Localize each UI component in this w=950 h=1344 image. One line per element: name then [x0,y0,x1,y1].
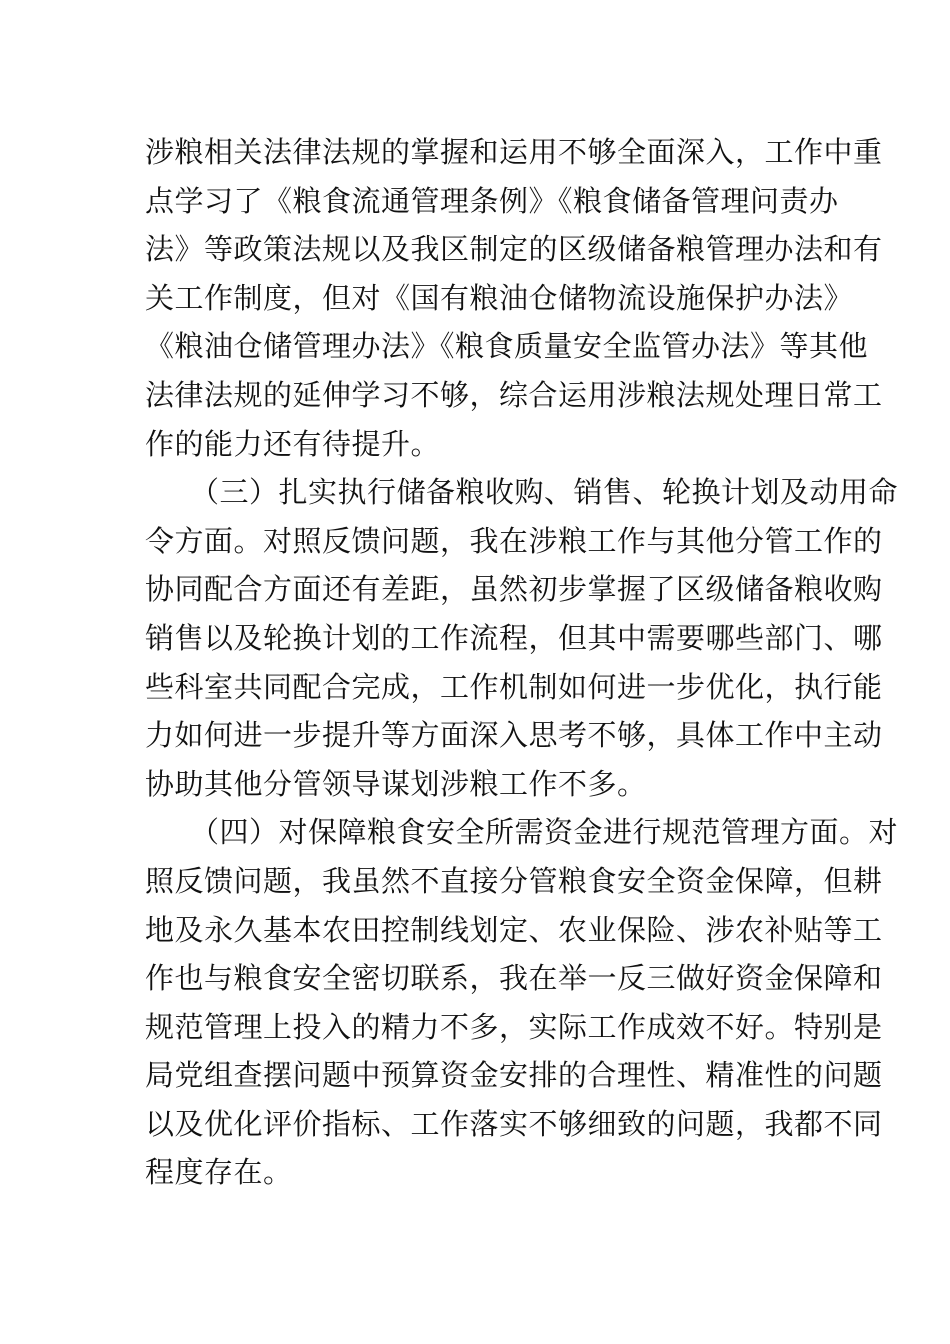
text-line-6: 法律法规的延伸学习不够，综合运用涉粮法规处理日常工 [145,377,883,412]
text-line-3: 法》等政策法规以及我区制定的区级储备粮管理办法和有 [145,232,883,267]
text-line-2: 点学习了《粮食流通管理条例》《粮食储备管理问责办 [145,183,839,218]
text-line-1: 涉粮相关法律法规的掌握和运用不够全面深入，工作中重 [145,135,883,169]
text-line-12: 些科室共同配合完成，工作机制如何进一步优化，执行能 [145,669,883,704]
text-line-22: 程度存在。 [145,1155,293,1190]
text-line-9: 令方面。对照反馈问题，我在涉粮工作与其他分管工作的 [145,523,883,558]
text-line-19: 规范管理上投入的精力不多，实际工作成效不好。特别是 [145,1009,883,1044]
text-line-11: 销售以及轮换计划的工作流程，但其中需要哪些部门、哪 [145,620,883,655]
text-line-20: 局党组查摆问题中预算资金安排的合理性、精准性的问题 [145,1058,883,1093]
text-line-13: 力如何进一步提升等方面深入思考不够，具体工作中主动 [145,718,883,753]
section-heading-4-line: （四）对保障粮食安全所需资金进行规范管理方面。对 [190,815,899,850]
text-line-16: 照反馈问题，我虽然不直接分管粮食安全资金保障，但耕 [145,863,883,898]
text-line-4: 关工作制度，但对《国有粮油仓储物流设施保护办法》 [145,280,854,315]
text-line-14: 协助其他分管领导谋划涉粮工作不多。 [145,766,647,801]
document-body [145,128,899,1197]
text-line-7: 作的能力还有待提升。 [145,426,441,461]
text-line-21: 以及优化评价指标、工作落实不够细致的问题，我都不同 [145,1106,883,1141]
text-line-5: 《粮油仓储管理办法》《粮食质量安全监管办法》等其他 [145,329,869,364]
text-line-17: 地及永久基本农田控制线划定、农业保险、涉农补贴等工 [145,912,883,947]
text-line-10: 协同配合方面还有差距，虽然初步掌握了区级储备粮收购 [145,572,883,607]
text-line-18: 作也与粮食安全密切联系，我在举一反三做好资金保障和 [145,961,883,996]
section-heading-3-line: （三）扎实执行储备粮收购、销售、轮换计划及动用命 [190,475,899,510]
